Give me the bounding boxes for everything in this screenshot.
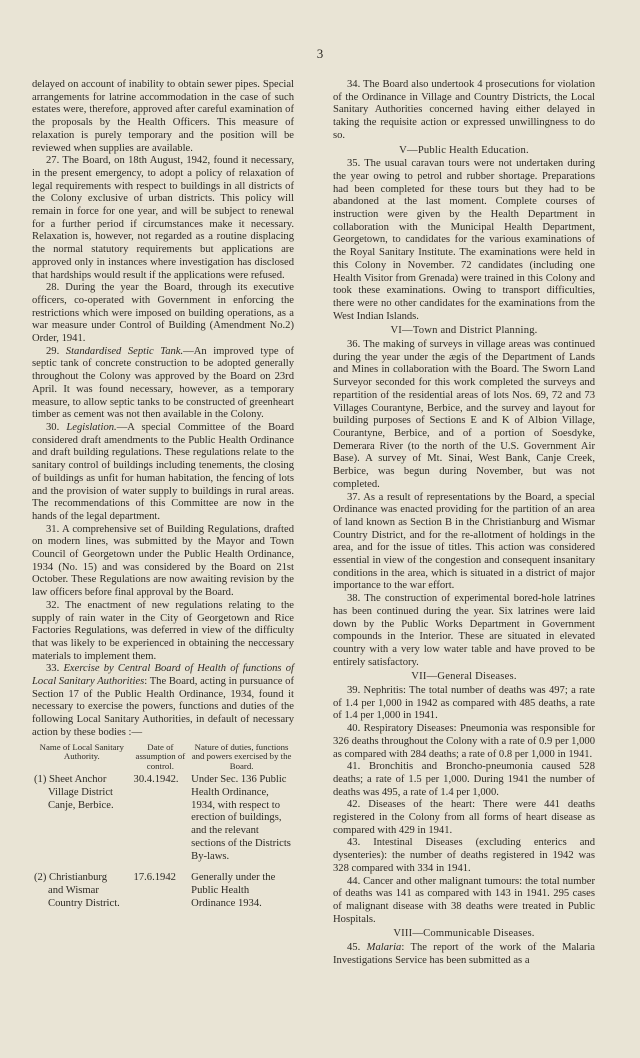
section-heading-general-diseases: VII—General Diseases. <box>411 671 517 683</box>
paragraph-38: 38. The construction of experimental bored-hole latrines has been continued during the year. Six latrines were laid down by the Public Works Department in Government compounds in the Interior. These are situated in elevated country with a very low water table and have proved to be entirely satisfactory. <box>333 593 595 668</box>
section-heading-town-planning: VI—Town and District Planning. <box>390 325 538 337</box>
paragraph-37: 37. As a result of representations by the Board, a special Ordinance was enacted providing for the partition of an area of land known as Section B in the Christianburg and Wismar Country District, and for the re-allotment of holdings in the area, and for the issue of titles. This action was considered essential in view of the congestion and consequent insanitary conditions in the area, which is situated in a district of major importance to the war effort. <box>333 491 595 592</box>
date-cell: 30.4.1942. <box>133 774 179 786</box>
date-cell: 17.6.1942 <box>133 872 176 884</box>
paragraph-text: : The Board, acting in pursuance of Section 17 of the Public Health Ordinance, 1934, found it necessary to exercise the powers, functions and duties of the following Local Sanitary Authorities, in default of necessary action by these bodies :— <box>32 676 295 738</box>
left-column <box>32 79 294 910</box>
paragraph-number: 30. <box>46 421 60 433</box>
paragraph-34: 34. The Board also undertook 4 prosecutions for violation of the Ordinance in Village and Country Districts, the Local Sanitary Authorities concerned having either delayed in taking the requisite action or expressed unwillingness to do so. <box>333 79 595 141</box>
sanitary-authorities-table <box>32 743 294 911</box>
paragraph-text: —A special Committee of the Board considered draft amendments to the Public Health Ordinance and draft building regulations. These regulations relate to the sanitary control of buildings including tenements, the closing of buildings as unfit for human habitation, the fencing of lots and the provision of water supply to buildings in rural areas. The recommendations of this Committee are now in the hands of the legal department. <box>32 421 294 522</box>
paragraph-32: 32. The enactment of new regulations relating to the supply of rain water in the City of Georgetown and Rice Factories Regulations, was deferred in view of the difficulty that was likely to be experienced in obtaining the neccessary materials to implement them. <box>32 599 294 662</box>
duties-cell: Under Sec. 136 Public Health Ordinance, 1934, with respect to erection of buildings, and the relevant sections of the Districts By-laws. <box>191 774 291 862</box>
section-heading-public-health-education: V—Public Health Education. <box>399 144 529 156</box>
paragraph-text: : The report of the work of the Malaria Investigations Service has been submitted as a <box>333 942 596 966</box>
table-row <box>32 774 294 863</box>
paragraph-43: 43. Intestinal Diseases (excluding enterics and dysenteries): the number of deaths registered in 1942 was 328 compared with 334 in 1941. <box>333 837 595 874</box>
paragraph-35: 35. The usual caravan tours were not undertaken during the year owing to petrol and rubber shortage. Preparations had been completed for these tours but they had to be abandoned at the last moment. Complete courses of instruction were given by the Health Department in collaboration with the Municipal Health Department, Georgetown, to candidates for the various examinations of the Royal Sanitary Institute. The examinations were held in this Colony in November. 72 candidates (including one Health Visitor from Grenada) were trained in this Colony and took these examinations. Owing to transport difficulties, there were no other candidates for the examinations from the West Indian Islands. <box>333 158 595 322</box>
paragraph-45 <box>333 942 595 967</box>
authority-location: and Wismar Country District. <box>48 884 120 909</box>
authority-location: Village District Canje, Berbice. <box>48 787 114 811</box>
paragraph-31: 31. A comprehensive set of Building Regulations, drafted on modern lines, was submitted by the Mayor and Town Council of Georgetown under the Public Health Ordinance, 1934 (No. 15) and was considered by the Board on 21st October. These Regulations are now awaiting revision by the law officers before final approval by the Board. <box>32 523 294 599</box>
paragraph-39: 39. Nephritis: The total number of deaths was 497; a rate of 1.4 per 1,000 in 1942 as compared with 485 deaths, a rate of 1.4 per 1,000 in 1941. <box>333 685 595 722</box>
paragraph-number: 45. <box>347 942 361 954</box>
paragraph-title: Exercise by Central Board of Health of functions of Local Sanitary Authorities <box>32 663 294 688</box>
paragraph-text: —An improved type of septic tank of concrete construction to be adopted generally throughout the Colony was approved by the Board on 23rd April. It was found necessary, however, as a temporary measure, to allow septic tanks to be constructed of greenheart timber as cement was not then available in the Colony. <box>32 345 294 421</box>
authority-name: (1) Sheet Anchor <box>34 774 107 786</box>
paragraph-number: 29. <box>46 345 60 357</box>
duties-cell: Generally under the Public Health Ordinance 1934. <box>191 872 276 909</box>
paragraph-title: Legislation. <box>66 421 117 433</box>
paragraph-40: 40. Respiratory Diseases: Pneumonia was responsible for 326 deaths throughout the Colony with a rate of 0.9 per 1,000 as compared with 284 deaths; a rate of 0.8 per 1,000 in 1941. <box>333 723 595 760</box>
paragraph-number: 33. <box>46 663 60 675</box>
column-header-date: Date of assumption of control. <box>135 741 186 771</box>
authority-cell <box>32 863 132 910</box>
paragraph-41: 41. Bronchitis and Broncho-pneumonia caused 528 deaths; a rate of 1.5 per 1,000. During 1941 the number of deaths was 495, a rate of 1.4 per 1,000. <box>333 761 595 798</box>
paragraph-28: 28. During the year the Board, through its executive officers, co-operated with Government in enforcing the restrictions which were imposed on building operations, as a war measure under Control of Building (Amendment No.2) Order, 1941. <box>32 282 294 345</box>
table-header-row <box>32 743 294 775</box>
paragraph-27: 27. The Board, on 18th August, 1942, found it necessary, in the present emergency, to adopt a policy of relaxation of legal requirements with respect to buildings in all districts of the Colony exclusive of urban districts. This policy will remain in force for one year, and will be subject to renewal for a further period if circumstances make it necessary. Relaxation is, however, not regarded as a routine displacing the normal statutory requirements but applications are approved only in instances where investigation has disclosed that hardships would result if the applications were refused. <box>32 155 294 281</box>
paragraph-29 <box>32 346 294 422</box>
authority-name: (2) Christianburg <box>34 872 108 884</box>
paragraph-title: Standardised Septic Tank. <box>65 345 184 357</box>
paragraph-30 <box>32 422 294 524</box>
paragraph-title: Malaria <box>366 942 402 954</box>
paragraph-36: 36. The making of surveys in village areas was continued during the year under the ægis of the Department of Lands and Mines in collaboration with the Board. The Sworn Land Surveyor seconded for this work completed the surveys and repartition of the residential areas of lots Nos. 69, 72 and 73 Villages Courantyne, Berbice, and the survey and layout for building purposes of Sections E and K of Albion Village, Courantyne, Berbice, and of a portion of Soesdyke, Demerara River (to the north of the U.S. Government Air Base). A survey of Mt. Sinai, West Bank, Canje Creek, Berbice, was begun during November, but was not completed. <box>333 339 595 490</box>
right-column <box>333 79 595 968</box>
authority-cell <box>32 774 132 863</box>
paragraph-44: 44. Cancer and other malignant tumours: the total number of deaths was 141 as compared with 143 in 1941. 295 cases of malignant disease with 38 deaths were treated in Public Hospitals. <box>333 875 595 925</box>
section-heading-communicable-diseases: VIII—Communicable Diseases. <box>393 928 535 940</box>
paragraph-33 <box>32 663 294 739</box>
paragraph-continued: delayed on account of inability to obtain sewer pipes. Special arrangements for latrine accommodation in the case of such estates were, therefore, approved after careful examination of the proposals by the Health Officers. This measure of relaxation is purely temporary and the position will be reviewed when supplies are available. <box>32 79 294 154</box>
column-header-authority: Name of Local Sanitary Authority. <box>39 741 124 762</box>
page-number: 3 <box>316 46 324 61</box>
column-header-duties: Nature of duties, functions and powers exercised by the Board. <box>191 741 292 771</box>
table-row <box>32 863 294 910</box>
paragraph-42: 42. Diseases of the heart: There were 441 deaths registered in the Colony from all forms of heart disease as compared with 429 in 1941. <box>333 799 595 836</box>
